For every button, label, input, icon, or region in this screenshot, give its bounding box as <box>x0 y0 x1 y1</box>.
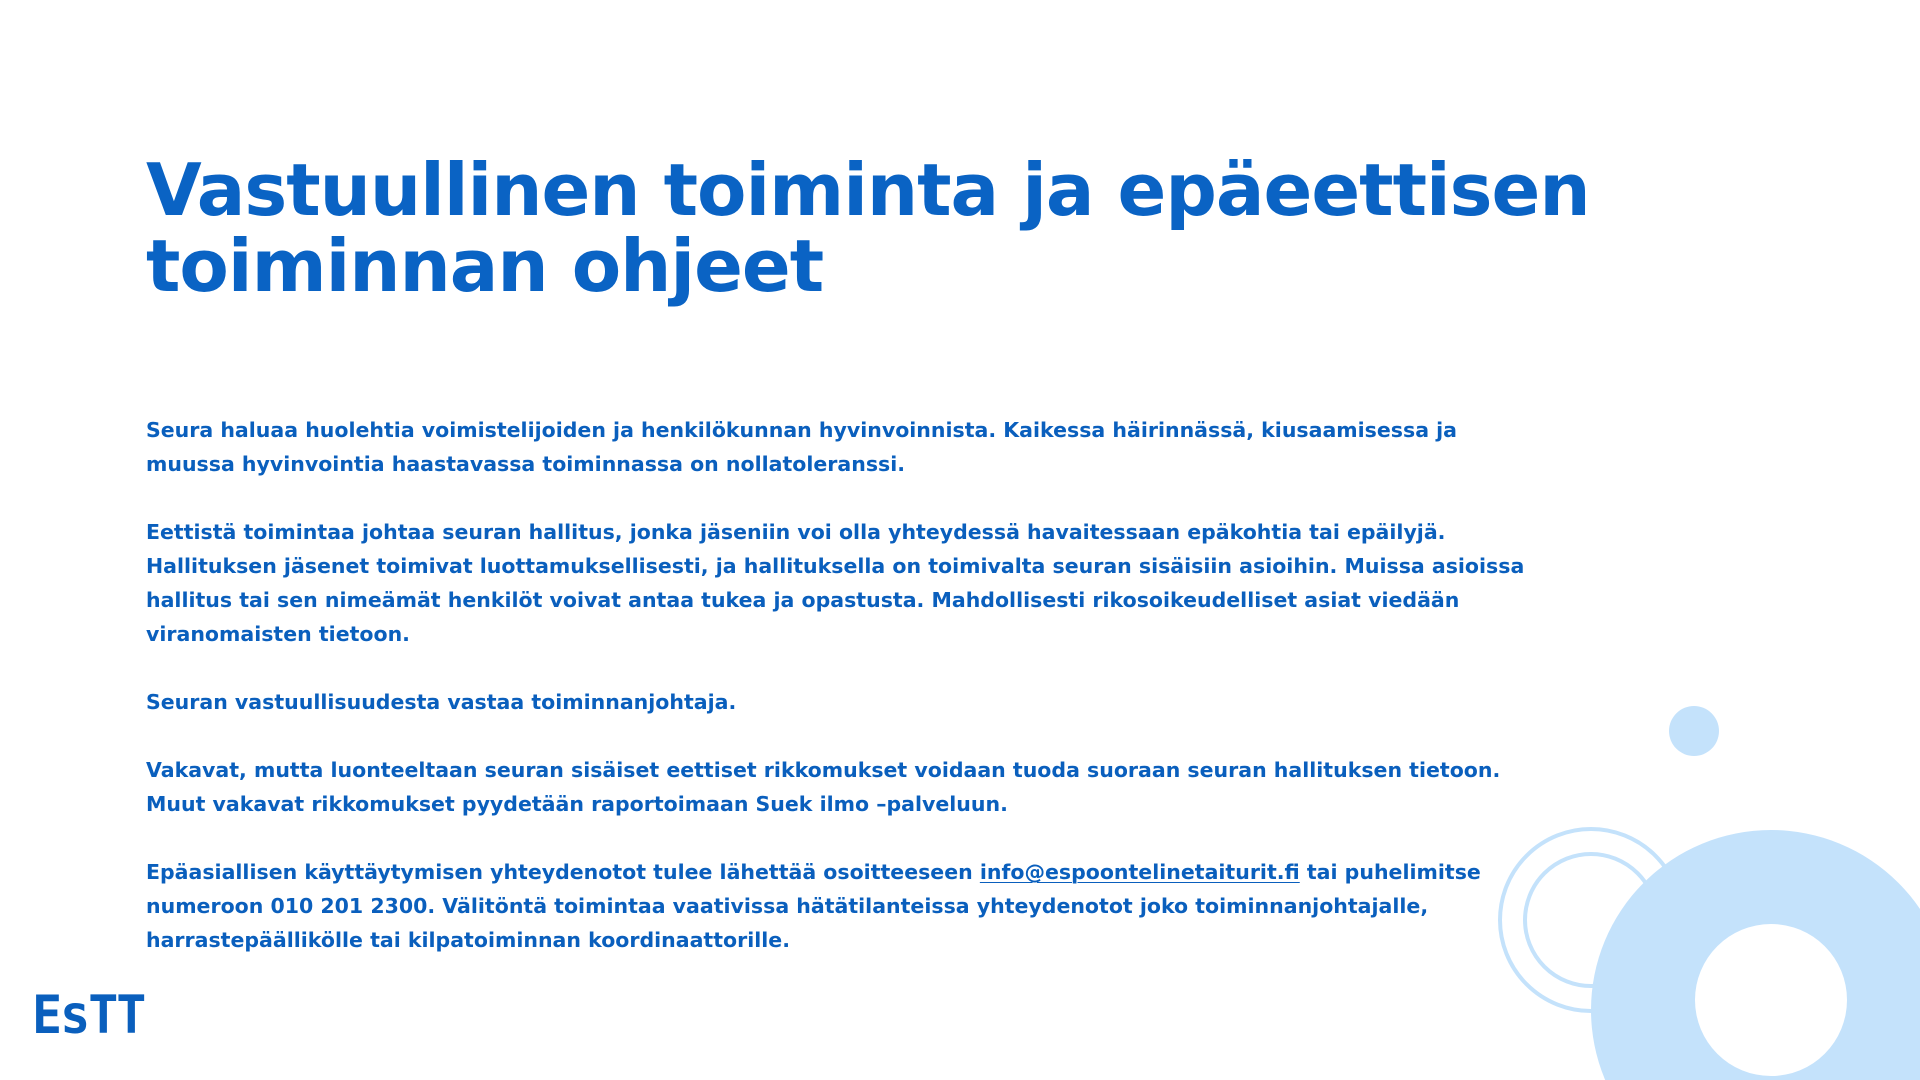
title-line-2: toiminnan ohjeet <box>146 224 824 308</box>
text-line: Vakavat, mutta luonteeltaan seuran sisäiset eettiset rikkomukset voidaan tuoda suoraan seuran hallituksen tietoon. <box>146 758 1501 782</box>
paragraph-violations <box>146 753 1501 821</box>
contact-text-after: tai puhelimitse <box>1299 860 1481 884</box>
text-line: muussa hyvinvointia haastavassa toiminnassa on nollatoleranssi. <box>146 452 906 476</box>
text-line: Seura haluaa huolehtia voimistelijoiden ja henkilökunnan hyvinvoinnista. Kaikessa häirinnässä, kiusaamisessa ja <box>146 418 1458 442</box>
paragraph-contact <box>146 855 1486 957</box>
text-line: Seuran vastuullisuudesta vastaa toiminnanjohtaja. <box>146 690 737 714</box>
title-line-1: Vastuullinen toiminta ja epäeettisen <box>146 148 1590 232</box>
paragraph-responsibility <box>146 685 1486 719</box>
large-circle-hole-decoration <box>1695 924 1847 1076</box>
small-dot-decoration <box>1669 706 1719 756</box>
contact-text-before: Epäasiallisen käyttäytymisen yhteydenotot tulee lähettää osoitteeseen <box>146 860 980 884</box>
text-line: Eettistä toimintaa johtaa seuran hallitus, jonka jäseniin voi olla yhteydessä havaitessaan epäkohtia tai epäilyjä. <box>146 520 1446 544</box>
text-line: numeroon 010 201 2300. Välitöntä toimintaa vaativissa hätätilanteissa yhteydenotot joko toiminnanjohtajalle, <box>146 894 1429 918</box>
paragraph-wellbeing <box>146 413 1486 481</box>
text-line: viranomaisten tietoon. <box>146 622 410 646</box>
page-title <box>146 148 1746 308</box>
text-line: hallitus tai sen nimeämät henkilöt voivat antaa tukea ja opastusta. Mahdollisesti rikosoikeudelliset asiat viedään <box>146 588 1460 612</box>
text-line <box>146 855 1486 889</box>
estt-logo: EsTT <box>32 984 145 1046</box>
paragraph-board <box>146 515 1525 651</box>
email-link[interactable]: info@espoontelinetaiturit.fi <box>979 860 1300 884</box>
text-line: Muut vakavat rikkomukset pyydetään raportoimaan Suek ilmo –palveluun. <box>146 792 1008 816</box>
text-line: harrastepäällikölle tai kilpatoiminnan koordinaattorille. <box>146 928 790 952</box>
body-text <box>146 413 1525 991</box>
text-line: Hallituksen jäsenet toimivat luottamuksellisesti, ja hallituksella on toimivalta seuran sisäisiin asioihin. Muissa asioissa <box>146 554 1525 578</box>
